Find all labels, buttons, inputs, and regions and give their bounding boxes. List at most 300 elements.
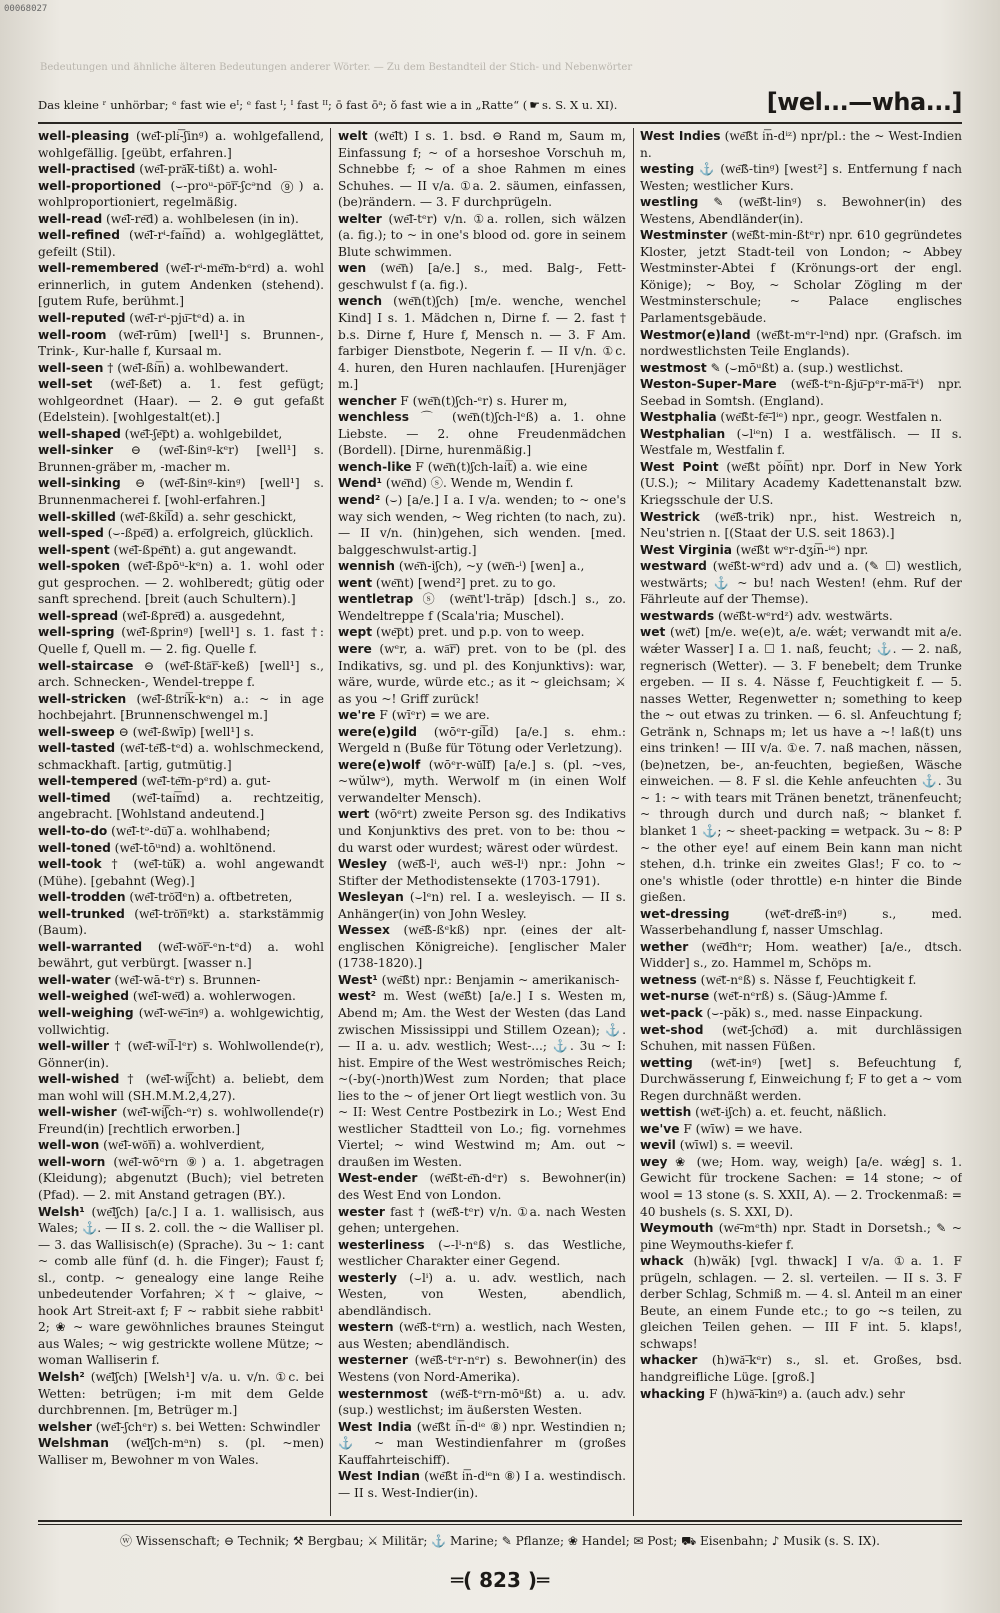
entry-definition: (we͞n-iʃch), ~y (we͞n-ⁱ) [wen] a.,: [395, 559, 585, 574]
entry-headword: well-sweep: [38, 724, 115, 739]
dictionary-entry: [38, 558, 324, 608]
dictionary-entry: [640, 1104, 962, 1121]
entry-headword: well-skilled: [38, 509, 116, 524]
dictionary-entry: [338, 889, 626, 922]
entry-definition: (we͞l-re͞d) a. wohlbelesen (in in).: [102, 211, 299, 226]
entry-definition: (we͞l-ßtri͞k-kᵉn) a.: ~ in age hochbejahrt. [Brunnenschwengel m.]: [38, 691, 324, 723]
entry-definition: (we͞ß-lⁱ, auch we͞s-lⁱ) npr.: John ~ Stifter der Methodistensekte (1703-1791).: [338, 857, 626, 888]
entry-definition: F (we͞n(t)ʃch-ᵉr) s. Hurer m,: [396, 393, 568, 408]
dictionary-entry: [38, 178, 324, 211]
entry-headword: well-weighing: [38, 1005, 134, 1020]
entry-definition: (we͞ß-tᵉn-ßju͞-pᵉr-mā͞-rⁱ) npr. Seebad in Somtsh. (England).: [640, 377, 962, 408]
entry-definition: (we͞l-rⁱ-me͞m-bᵉrd) a. wohl erinnerlich, in gutem Andenken (stehend). [gutem Rufe, berühmt.]: [38, 261, 324, 309]
dictionary-entry: [640, 608, 962, 625]
symbol-legend: ⓦ Wissenschaft; ⊖ Technik; ⚒ Bergbau; ⚔ Militär; ⚓ Marine; ✎ Pflanze; ❀ Handel; ✉ Post; ⛟ Eisenbahn; ♪ Musik (s. S. IX).: [120, 1534, 880, 1548]
entry-definition: (we͞l-ʃchᵉr) s. bei Wetten: Schwindler: [91, 1419, 320, 1434]
entry-headword: wet-nurse: [640, 989, 710, 1004]
dictionary-entry: [38, 972, 324, 989]
entry-headword: West-ender: [338, 1171, 418, 1186]
dictionary-entry: [38, 691, 324, 724]
entry-definition: (we͞n(t)ʃch) [m/e. wenche, wenchel Kind] I s. 1. Mädchen n, Dirne f. — 2. fast † b.s. Dirne f, Hure f, Mensch n. — 3. F Am. farbiger Dienstbote, Negerin f. — II v/n. ①c. 4. huren, den Huren nachlaufen. [Hurenjäger m.]: [338, 294, 626, 392]
entry-headword: well-took: [38, 857, 102, 872]
dictionary-entry: [38, 360, 324, 377]
entry-headword: wencher: [338, 393, 397, 408]
entry-definition: (we͞ßt-wᵉrd) adv und a. (✎ ☐) westlich, westwärts; ⚓ ~ bu! nach Westen! (ehm. Ruf der Fährleute auf der Themse).: [640, 559, 962, 607]
entry-definition: (we͞t-iʃch) a. et. feucht, näßlich.: [691, 1105, 887, 1120]
dictionary-entry: [338, 624, 626, 641]
footer-rule: [38, 1524, 962, 1525]
entry-headword: well-refined: [38, 228, 120, 243]
dictionary-entry: [38, 1369, 324, 1419]
entry-headword: well-reputed: [38, 311, 126, 326]
dictionary-entry: [38, 939, 324, 972]
entry-definition: (⌣-păk) s., med. nasse Einpackung.: [702, 1005, 923, 1020]
bleed-through-text: Bedeutungen und ähnliche älteren Bedeutungen anderer Wörter. — Zu dem Bestandteil der Stich- und Nebenwörter: [40, 62, 633, 73]
entry-definition: (we͞ß-tᵉrn) a. westlich, nach Westen, aus Westen; abendländisch.: [338, 1320, 626, 1351]
entry-headword: wennish: [338, 559, 395, 574]
dictionary-entry: [338, 1468, 626, 1501]
entry-definition: † (we͞l-tŭ͞k) a. wohl angewandt (Mühe). [gebahnt (Weg).]: [38, 857, 324, 888]
dictionary-entry: [338, 492, 626, 558]
entry-definition: (wōᵉrt) zweite Person sg. des Indikativs und Konjunktivs des pret. von to be: thou ~ du warst oder wurdest; wärest oder würdest.: [338, 807, 626, 855]
dictionary-entry: [640, 227, 962, 326]
entry-headword: well-wisher: [38, 1105, 117, 1120]
entry-headword: Westphalia: [640, 410, 717, 425]
entry-headword: well-timed: [38, 790, 111, 805]
entry-definition: (we͞ßt i͞n-dⁱᵉ ⑧) npr. Westindien n; ⚓ ~ man Westindienfahrer m (großes Kauffahrteischiff).: [338, 1419, 626, 1467]
entry-headword: well-to-do: [38, 823, 108, 838]
dictionary-entry: [338, 856, 626, 889]
entry-headword: well-trodden: [38, 890, 126, 905]
dictionary-entry: [338, 724, 626, 757]
entry-definition: (we͞l-ßpōᵘ-kᵉn) a. 1. wohl oder gut gesprochen. — 2. wohlberedt; gütig oder sanft sprechend. [breit (auch Schultern).]: [38, 559, 324, 607]
entry-headword: West Point: [640, 459, 719, 474]
entry-headword: whacker: [640, 1353, 698, 1368]
entry-definition: (we͞l-te͞m-pᵉrd) a. gut-: [137, 774, 271, 789]
entry-definition: (we͞ßt-e͞n-dᵉr) s. Bewohner(in) des West End von London.: [338, 1171, 626, 1202]
entry-headword: we've: [640, 1121, 680, 1136]
entry-definition: (we͞t-nᵉrß) s. (Säug-)Amme f.: [709, 989, 888, 1004]
dictionary-entry: [338, 1352, 626, 1385]
entry-headword: West Indian: [338, 1469, 420, 1484]
entry-headword: wetting: [640, 1055, 693, 1070]
page-header: [38, 88, 962, 120]
entry-headword: Wend¹: [338, 476, 383, 491]
entry-definition: ⓢ (we͞nt'l-trăp) [dsch.] s., zo. Wendeltreppe f (Scala'ria; Muschel).: [338, 592, 626, 623]
entry-headword: were(e)gild: [338, 724, 418, 739]
entry-definition: (we͞pt) pret. und p.p. von to weep.: [372, 625, 585, 640]
entry-headword: well-room: [38, 327, 107, 342]
entry-definition: (we͞ßt wᵉr-dʒi͞n-ⁱᵉ) npr.: [731, 542, 869, 557]
entry-definition: (we͞l-pră͞k-tißt) a. wohl-: [135, 162, 278, 177]
entry-headword: well-spent: [38, 542, 110, 557]
dictionary-entry: [338, 293, 626, 392]
entry-headword: wey: [640, 1154, 668, 1169]
entry-definition: (we͞lt) I s. 1. bsd. ⊖ Rand m, Saum m, Einfassung f; ~ of a horseshoe Vorschuh m, Schnebbe f; ~ of a shoe Rahmen m eines Schuhes. — II v/a. ①a. 2. säumen, einfassen, (be)rändern. — 3. F durchprügeln.: [338, 129, 626, 210]
entry-headword: wetness: [640, 972, 697, 987]
dictionary-entry: [38, 260, 324, 310]
dictionary-entry: [338, 211, 626, 261]
entry-definition: (⌣lᵉn) rel. I a. wesleyisch. — II s. Anhänger(in) von John Wesley.: [338, 890, 626, 921]
entry-headword: wevil: [640, 1138, 676, 1153]
dictionary-entry: [38, 608, 324, 625]
dictionary-entry: [640, 1253, 962, 1352]
dictionary-entry: [640, 1055, 962, 1105]
dictionary-entry: [338, 409, 626, 459]
dictionary-entry: [38, 128, 324, 161]
dictionary-entry: [640, 1137, 962, 1154]
entry-definition: (we͞ß-ßᵉkß) npr. (eines der alt-englischen Königreiche). [englischer Maler (1738-1820).]: [338, 923, 626, 971]
dictionary-entry: [38, 1154, 324, 1204]
entry-headword: West Indies: [640, 129, 721, 143]
column-divider: [633, 128, 634, 1516]
entry-headword: well-water: [38, 972, 111, 987]
entry-headword: wet-shod: [640, 1022, 704, 1037]
entry-definition: (⌣-lⁱ-nᵉß) s. das Westliche, westlicher Charakter einer Gegend.: [338, 1237, 626, 1269]
dictionary-entry: [338, 1386, 626, 1419]
entry-headword: whack: [640, 1254, 684, 1269]
entry-columns: [38, 128, 962, 1516]
entry-headword: well-pleasing: [38, 129, 130, 143]
page-number: ═( 823 )═: [450, 1568, 550, 1592]
entry-definition: (we͞l-rⁱ-fai͞nd) a. wohlgeglättet, gefeilt (Stil).: [38, 228, 324, 259]
entry-headword: well-spoken: [38, 559, 121, 574]
entry-headword: Wesley: [338, 857, 387, 872]
entry-headword: Westmor(e)land: [640, 327, 751, 342]
entry-headword: well-spring: [38, 625, 115, 640]
entry-headword: welsher: [38, 1419, 92, 1434]
entry-definition: (we͞l-wŏ͞r-ᵉn-tᵉd) a. wohl bewährt, gut verbürgt. [wasser n.]: [38, 939, 324, 971]
entry-definition: F (h)wă͞-kinᵍ) a. (auch adv.) sehr: [705, 1386, 905, 1401]
dictionary-entry: [640, 1352, 962, 1385]
entry-headword: westwards: [640, 608, 715, 623]
dictionary-entry: [640, 128, 962, 161]
entry-definition: ⊖ (we͞l-ßtä͞r-keß) [well¹] s., arch. Schnecken-, Wendel-treppe f.: [38, 658, 324, 690]
entry-headword: wether: [640, 939, 689, 954]
entry-headword: wet-pack: [640, 1005, 703, 1020]
entry-definition: (we͞ßt-mᵉr-lᵃnd) npr. (Grafsch. im nordwestlichsten Teile Englands).: [640, 327, 962, 359]
dictionary-entry: [38, 509, 324, 526]
entry-definition: (we͞t-dre͞ß-inᵍ) s., med. Wasserbehandlung f, nasser Umschlag.: [640, 906, 962, 938]
entry-headword: wester: [338, 1204, 385, 1219]
dictionary-entry: [640, 161, 962, 194]
dictionary-entry: [38, 724, 324, 741]
dictionary-entry: [640, 194, 962, 227]
entry-definition: ⊖ (we͞l-ßinᵍ-kinᵍ) [well¹] s. Brunnenmacherei f. [wohl-erfahren.]: [38, 476, 324, 508]
dictionary-entry: [338, 806, 626, 856]
entry-headword: welt: [338, 129, 368, 143]
dictionary-entry: [640, 1005, 962, 1022]
dictionary-entry: [338, 707, 626, 724]
dictionary-entry: [38, 988, 324, 1005]
dictionary-entry: [640, 1121, 962, 1138]
pronunciation-key: [38, 98, 738, 112]
entry-headword: Welsh¹: [38, 1204, 85, 1219]
entry-definition: (we͞l-wi͞ʃch-ᵉr) s. wohlwollende(r) Freund(in) [rechtlich erworben.]: [38, 1105, 324, 1136]
dictionary-entry: [640, 1154, 962, 1220]
entry-definition: (we͞ßt pŏi͞nt) npr. Dorf in New York (U.S.); ~ Military Academy Kadettenanstalt bzw. Kriegsschule der U.S.: [640, 459, 962, 508]
entry-definition: (we͞dhᵉr; Hom. weather) [a/e., dtsch. Widder] s., zo. Hammel m, Schöps m.: [640, 939, 962, 971]
entry-headword: West¹: [338, 972, 378, 987]
dictionary-entry: [338, 641, 626, 707]
entry-definition: (⌣lⁱ) a. u. adv. westlich, nach Westen, von Westen, abendlich, abendländisch.: [338, 1270, 626, 1318]
entry-headword: westward: [640, 559, 707, 574]
dictionary-entry: [38, 376, 324, 426]
entry-headword: West Virginia: [640, 542, 732, 557]
entry-headword: well-read: [38, 211, 103, 226]
entry-headword: wench-like: [338, 459, 412, 474]
dictionary-entry: [640, 542, 962, 559]
entry-definition: ✎ (we͞ßt-linᵍ) s. Bewohner(in) des Westens, Abendländer(in).: [640, 195, 962, 226]
entry-headword: well-sinker: [38, 443, 114, 458]
image-id-label: 00068027: [4, 4, 48, 14]
dictionary-entry: [338, 757, 626, 807]
dictionary-entry: [640, 1220, 962, 1253]
dictionary-entry: [338, 1319, 626, 1352]
entry-definition: (we͞l-we͞-inᵍ) a. wohlgewichtig, vollwichtig.: [38, 1005, 324, 1037]
entry-headword: well-willer: [38, 1039, 110, 1054]
dictionary-entry: [338, 1237, 626, 1270]
dictionary-entry: [38, 790, 324, 823]
entry-headword: Welsh²: [38, 1370, 85, 1385]
entry-headword: well-warranted: [38, 939, 143, 954]
entry-definition: ✎ (⌣mōᵘßt) a. (sup.) westlichst.: [706, 360, 904, 375]
entry-definition: ⌒ (we͞n(t)ʃch-lᵉß) a. 1. ohne Liebste. — 2. ohne Freudenmädchen (Bordell). [Dirne, hurenmäßig.]: [338, 410, 626, 458]
entry-headword: well-weighed: [38, 989, 130, 1004]
dictionary-entry: [38, 525, 324, 542]
entry-headword: well-tasted: [38, 741, 116, 756]
dictionary-entry: [38, 310, 324, 327]
entry-definition: (we͞l-rūm) [well¹] s. Brunnen-, Trink-, Kur-halle f, Kursaal m.: [38, 327, 324, 359]
entry-definition: (wīwl) s. = weevil.: [675, 1138, 794, 1153]
dictionary-entry: [38, 624, 324, 657]
dictionary-entry: [38, 1435, 324, 1468]
entry-definition: (⌣lⁱᵉn) I a. westfälisch. — II s. Westfale m, Westfalin f.: [640, 426, 962, 458]
dictionary-entry: [38, 1137, 324, 1154]
entry-definition: (we͞l-wā-tᵉr) s. Brunnen-: [110, 972, 261, 987]
entry-headword: well-won: [38, 1138, 100, 1153]
entry-headword: westerner: [338, 1353, 408, 1368]
dictionary-entry: [38, 442, 324, 475]
dictionary-entry: [38, 327, 324, 360]
dictionary-entry: [640, 624, 962, 905]
dictionary-entry: [640, 939, 962, 972]
entry-definition: † (we͞l-wi͞l-lᵉr) s. Wohlwollende(r), Gönner(in).: [38, 1039, 324, 1070]
dictionary-entry: [338, 922, 626, 972]
entry-headword: well-stricken: [38, 691, 127, 706]
entry-definition: (we͞nd) ⓢ. Wende m, Wendin f.: [382, 476, 574, 491]
entry-definition: (⌣-proᵘ-pō͞r-ʃcᵊnd ⑨) a. wohlproportioniert, regelmäßig.: [38, 178, 324, 210]
entry-headword: well-spread: [38, 608, 119, 623]
dictionary-entry: [38, 426, 324, 443]
column-1: [38, 128, 324, 1516]
entry-definition: (we͞t-nᵉß) s. Nässe f, Feuchtigkeit f.: [696, 972, 917, 987]
entry-definition: (we͞n) [a/e.] s., med. Balg-, Fett-geschwulst f (a. fig.).: [338, 261, 626, 292]
entry-headword: Welshman: [38, 1436, 109, 1451]
entry-definition: (we͞l-tai͞md) a. rechtzeitig, angebracht. [Wohlstand andeutend.]: [38, 790, 324, 822]
dictionary-entry: [338, 591, 626, 624]
entry-headword: we're: [338, 708, 376, 723]
entry-definition: (we͞l-trŏ͞dᵉn) a. oftbetreten,: [125, 890, 293, 905]
dictionary-entry: [338, 1204, 626, 1237]
entry-definition: F (wīᵉr) = we are.: [375, 708, 490, 723]
entry-headword: Weston-Super-Mare: [640, 377, 777, 392]
dictionary-entry: [38, 856, 324, 889]
dictionary-entry: [38, 740, 324, 773]
entry-definition: † (we͞l-wi͞ʃcht) a. beliebt, dem man wohl will (SH.M.M.2,4,27).: [38, 1072, 324, 1103]
entry-definition: (we͞lʃch) [a/c.] I a. 1. wallisisch, aus Wales; ⚓. — II s. 2. coll. the ~ die Walliser pl. — 3. das Wallisisch(e) (Sprache). 3u ~ 1: cant ~ comb alle fünf (d. h. die Finger); Faust f; sl., contp. ~ genealogy eine lange Reihe unbedeutender Vorfahren; ⚔† ~ glaive, ~ hook Art Streit-axt f; F ~ rabbit siehe rabbit¹ 2; ❀ ~ ware gewöhnliches braunes Steingut aus Wales; ~ wig gestrickte wollene Mütze; ~ woman Walliserin f.: [38, 1204, 324, 1368]
entry-definition: (we͞ß-tᵉrn-mōᵘßt) a. u. adv. (sup.) westlichst; im äußersten Westen.: [338, 1386, 626, 1418]
entry-headword: west²: [338, 989, 376, 1004]
entry-definition: ❀ (we; Hom. way, weigh) [a/e. wǽg] s. 1. Gewicht für trockene Sachen: = 14 stone; ~ of wool = 13 stone (s. S. XXII, A). — 2. Trockenmaß: = 40 bushels (s. S. XXI, D).: [640, 1154, 962, 1219]
dictionary-entry: [338, 972, 626, 989]
dictionary-entry: [38, 823, 324, 840]
dictionary-entry: [338, 260, 626, 293]
entry-headword: Westminster: [640, 228, 728, 243]
entry-definition: (⌣-ßpe͞d) a. erfolgreich, glücklich.: [103, 526, 314, 541]
dictionary-entry: [38, 773, 324, 790]
entry-headword: westerliness: [338, 1237, 425, 1252]
entry-headword: wet: [640, 625, 666, 640]
entry-headword: Wesleyan: [338, 890, 404, 905]
entry-definition: (we͞l-rⁱ-pju͞-tᵉd) a. in: [125, 311, 245, 326]
dictionary-entry: [38, 475, 324, 508]
entry-headword: were(e)wolf: [338, 757, 421, 772]
entry-definition: (we͞ßt-min-ßtᵉr) npr. 610 gegründetes Kloster, jetzt Stadt-teil von London; ~ Abbey Westminster-Abtei f (Krönungs-ort der engl. Könige); ~ Boy, ~ Scholar Zögling m der Westminsterschule; ~ Palace englisches Parlamentsgebäude.: [640, 228, 962, 326]
dictionary-entry: [338, 1270, 626, 1320]
entry-definition: (we͞ßt-fe͞-lⁱᵉ) npr., geogr. Westfalen n.: [716, 410, 943, 425]
dictionary-entry: [38, 227, 324, 260]
entry-definition: (we͞lʃch-mᵃn) s. (pl. ~men) Walliser m, Bewohner m von Wales.: [38, 1436, 324, 1467]
dictionary-entry: [38, 161, 324, 178]
dictionary-entry: [338, 128, 626, 211]
entry-headword: westmost: [640, 360, 707, 375]
dictionary-entry: [38, 1005, 324, 1038]
dictionary-entry: [38, 658, 324, 691]
entry-headword: welter: [338, 211, 382, 226]
entry-headword: well-worn: [38, 1154, 106, 1169]
dictionary-entry: [38, 1419, 324, 1436]
entry-headword: westling: [640, 195, 699, 210]
dictionary-entry: [38, 906, 324, 939]
entry-definition: F (wīw) = we have.: [679, 1121, 803, 1136]
dictionary-entry: [640, 1386, 962, 1403]
entry-headword: wettish: [640, 1105, 692, 1120]
column-divider: [330, 128, 331, 1516]
entry-definition: (we͞l-ßprinᵍ) [well¹] s. 1. fast †: Quelle f, Quell m. — 2. fig. Quelle f.: [38, 625, 324, 656]
entry-definition: (we͞l-ße͞t) a. 1. fest gefügt; wohlgeordnet (Haar). — 2. ⊖ gut gefaßt (Edelstein). [wohlgestalt(et).]: [38, 377, 324, 425]
entry-definition: ⚓ (we͞ß-tinᵍ) [west²] s. Entfernung f nach Westen; westlicher Kurs.: [640, 162, 962, 193]
dictionary-entry: [338, 988, 626, 1170]
entry-headword: well-sinking: [38, 476, 121, 491]
pronunciation-key-ref: s. S. X u. XI).: [542, 98, 618, 112]
entry-definition: F (we͞n(t)ʃch-lai͞t) a. wie eine: [411, 459, 588, 474]
entry-definition: fast † (we͞ß-tᵉr) v/n. ①a. nach Westen gehen; untergehen.: [338, 1204, 626, 1236]
entry-definition: (we͞ßt-wᵉrdᶻ) adv. westwärts.: [714, 608, 893, 623]
entry-definition: (we͞t-ʃcho͞d) a. mit durchlässigen Schuhen, mit nassen Füßen.: [640, 1022, 962, 1054]
dictionary-entry: [338, 459, 626, 476]
entry-headword: well-remembered: [38, 261, 159, 276]
entry-definition: ⊖ (we͞l-ßwīp) [well¹] s.: [114, 724, 255, 739]
entry-headword: well-wished: [38, 1072, 120, 1087]
entry-definition: (we͞l-trŏ͞nᵍkt) a. starkstämmig (Baum).: [38, 906, 324, 938]
entry-definition: (we͞l-we͞d) a. wohlerwogen.: [129, 989, 296, 1004]
entry-definition: (we͞ßt i͞n-dⁱᵉn ⑧) I a. westindisch. — II s. West-Indier(in).: [338, 1469, 626, 1500]
dictionary-entry: [38, 889, 324, 906]
dictionary-entry: [338, 575, 626, 592]
entry-definition: (we͞l-wŏ͞n) a. wohlverdient,: [99, 1138, 265, 1153]
entry-headword: westing: [640, 162, 695, 177]
dictionary-entry: [640, 459, 962, 509]
entry-headword: well-staircase: [38, 658, 134, 673]
entry-headword: western: [338, 1320, 394, 1335]
dictionary-entry: [640, 1022, 962, 1055]
dictionary-entry: [38, 1071, 324, 1104]
dictionary-entry: [38, 1204, 324, 1369]
entry-headword: Weymouth: [640, 1221, 714, 1236]
entry-definition: (we͞lʃch) [Welsh¹] v/a. u. v/n. ①c. bei Wetten: betrügen; i-m mit dem Gelde durchbrennen. [m, Betrüger m.]: [38, 1370, 324, 1418]
dictionary-entry: [38, 1038, 324, 1071]
footer-rule: [38, 1520, 962, 1522]
entry-headword: Westrick: [640, 509, 700, 524]
dictionary-entry: [640, 988, 962, 1005]
dictionary-entry: [640, 972, 962, 989]
entry-headword: well-sped: [38, 526, 104, 541]
dictionary-entry: [338, 558, 626, 575]
entry-headword: wentletrap: [338, 592, 414, 607]
dictionary-entry: [338, 475, 626, 492]
dictionary-entry: [640, 426, 962, 459]
entry-headword: wert: [338, 807, 370, 822]
entry-definition: (we͞nt) [wend²] pret. zu to go.: [372, 575, 556, 590]
entry-definition: (we͞ßt i͞n-dⁱᶻ) npr/pl.: the ~ West-Indien n.: [640, 129, 962, 160]
column-3: [640, 128, 962, 1516]
entry-headword: well-seen: [38, 360, 104, 375]
dictionary-entry: [38, 1104, 324, 1137]
entry-definition: (we͞l-tᵊ-dū͞) a. wohlhabend;: [107, 823, 271, 838]
entry-headword: wen: [338, 261, 367, 276]
entry-headword: wenchless: [338, 410, 410, 425]
entry-headword: well-proportioned: [38, 178, 162, 193]
dictionary-entry: [640, 376, 962, 409]
dictionary-entry: [338, 393, 626, 410]
entry-definition: (we͞-mᵉth) npr. Stadt in Dorsetsh.; ✎ ~ pine Weymouths-kiefer f.: [640, 1221, 962, 1252]
entry-headword: Westphalian: [640, 426, 726, 441]
entry-headword: were: [338, 641, 372, 656]
dictionary-entry: [338, 1170, 626, 1203]
column-2: [338, 128, 626, 1516]
entry-definition: (we͞l-ßki͞ld) a. sehr geschickt,: [115, 509, 297, 524]
entry-definition: (we͞ß-tᵉr-nᵉr) s. Bewohner(in) des Westens (von Nord-Amerika).: [338, 1353, 626, 1385]
entry-headword: whacking: [640, 1386, 706, 1401]
entry-headword: well-tempered: [38, 774, 138, 789]
dictionary-entry: [38, 542, 324, 559]
entry-definition: (we͞l-wōᵉrn ⑨) a. 1. abgetragen (Kleidung); abgenutzt (Buch); viel betreten (Pfad). — 2. mit Anstand getragen (BY.).: [38, 1154, 324, 1202]
dictionary-entry: [640, 360, 962, 377]
entry-headword: well-trunked: [38, 906, 125, 921]
entry-headword: West India: [338, 1419, 412, 1434]
dictionary-entry: [38, 211, 324, 228]
dictionary-entry: [38, 840, 324, 857]
dictionary-entry: [640, 409, 962, 426]
entry-definition: (we͞ß-trik) npr., hist. Westreich n, Neu'strien n. [(Staat der U.S. seit 1863).]: [640, 509, 962, 541]
entry-definition: (we͞t) [m/e. we(e)t, a/e. wǽt; verwandt mit a/e. wǽter Wasser] I a. ☐ 1. naß, feucht; ⚓. — 2. naß, regnerisch (Wetter). — 3. F benebelt; dem Trunke ergeben. — II s. 4. Nässe f, Feuchtigkeit f. — 5. nasses Wetter, Regenwetter n; something to keep the ~ out etwas zu trinken. — 6. sl. Anfeuchtung f; Getränk n, Schnaps m; let us have a ~! laß(t) uns eins trinken! — III v/a. ①e. 7. naß machen, nässen, (be)netzen, be-, an-feuchten, begießen, Wäsche einweichen. — 8. F sl. die Kehle anfeuchten ⚓. 3u ~ 1: ~ with tears mit Tränen benetzt, tränenfeucht; ~ through durch und durch naß; ~ blanket f. blanket 1 ⚓; ~ sheet-packing = wetpack. 3u ~ 8: P ~ the other eye! auf einem Bein kann man nicht stehen, d.h. trinke ein zweites Glas!; F co. to ~ one's whistle (oder throttle) e-n hinter die Binde gießen.: [640, 625, 962, 905]
entry-headword: wept: [338, 625, 373, 640]
entry-definition: (wᵉr, a. wā͞r) pret. von to be (pl. des Indikativs, sg. und pl. des Konjunktivs): war, wäre, wurde, würde etc.; as it ~ gleichsam; ⚔ as you ~! Griff zurück!: [338, 641, 626, 706]
pointing-hand-icon: ☛: [529, 98, 541, 112]
guide-words: [wel...—wha...]: [766, 88, 962, 116]
entry-definition: (we͞l-tᵉr) v/n. ①a. rollen, sich wälzen (a. fig.); to ~ in one's blood od. gore in seinem Blute schwimmen.: [338, 211, 626, 259]
